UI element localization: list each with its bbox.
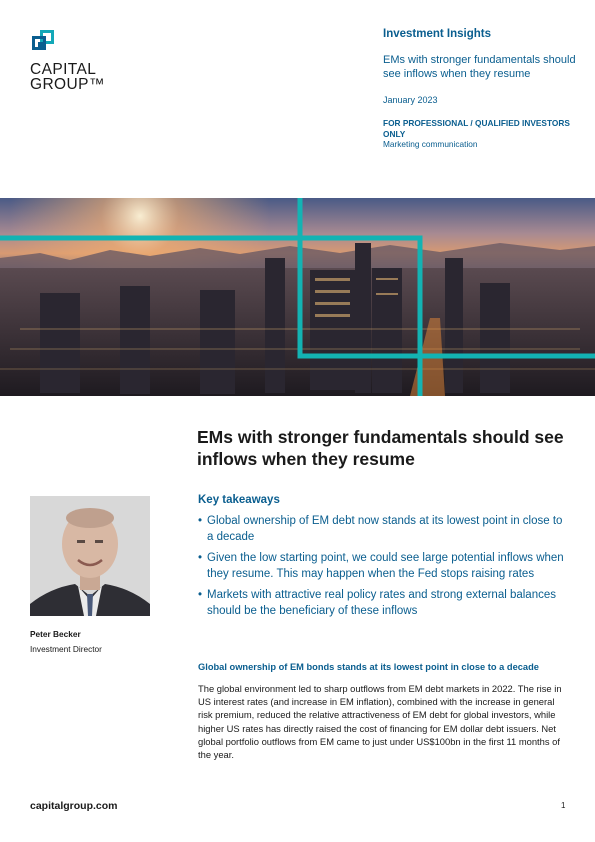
capital-group-logo-icon bbox=[30, 28, 60, 58]
list-item: • Given the low starting point, we could see large potential inflows when they resume. This may happen when the Fed stops raising rates bbox=[198, 552, 564, 580]
footer-link[interactable]: capitalgroup.com bbox=[30, 800, 118, 812]
key-takeaways-list bbox=[198, 514, 568, 625]
article-title: EMs with stronger fundamentals should see inflows when they resume bbox=[197, 427, 564, 469]
section-heading: Global ownership of EM bonds stands at its lowest point in close to a decade bbox=[198, 662, 539, 672]
header-subtitle: EMs with stronger fundamentals should see inflows when they resume bbox=[383, 54, 576, 80]
bullet-icon: • bbox=[198, 552, 203, 564]
audience-disclaimer: FOR PROFESSIONAL / QUALIFIED INVESTORS ONLY bbox=[383, 118, 570, 139]
author-name: Peter Becker bbox=[30, 629, 81, 639]
author-role: Investment Director bbox=[30, 644, 102, 654]
series-label: Investment Insights bbox=[383, 28, 491, 40]
hero-city-image bbox=[0, 198, 595, 396]
list-item: • Global ownership of EM debt now stands at its lowest point in close to a decade bbox=[198, 515, 563, 543]
key-takeaways-heading: Key takeaways bbox=[198, 494, 280, 506]
author-photo bbox=[30, 496, 150, 616]
publication-date: January 2023 bbox=[383, 95, 438, 105]
list-item: • Markets with attractive real policy rates and strong external balances should be the beneficiary of these inflows bbox=[198, 589, 556, 617]
document-header bbox=[383, 28, 588, 150]
marketing-note: Marketing communication bbox=[383, 139, 478, 149]
section-body: The global environment led to sharp outflows from EM debt markets in 2022. The rise in US interest rates (and increase in EM inflation), combined with the increase in general risk premium, reduced the relative attractiveness of EM debt for global investors, while higher US rates has directly raised the cost of financing for EM dollar debt issuers. Net global portfolio outflows from EM came to just under US$100bn in the first 11 months of the year. bbox=[198, 683, 562, 761]
logo-wordmark: CAPITAL GROUP™ bbox=[30, 61, 105, 93]
bullet-icon: • bbox=[198, 589, 203, 601]
capital-group-logo bbox=[30, 28, 120, 92]
page-number: 1 bbox=[561, 801, 566, 810]
bullet-icon: • bbox=[198, 515, 203, 527]
